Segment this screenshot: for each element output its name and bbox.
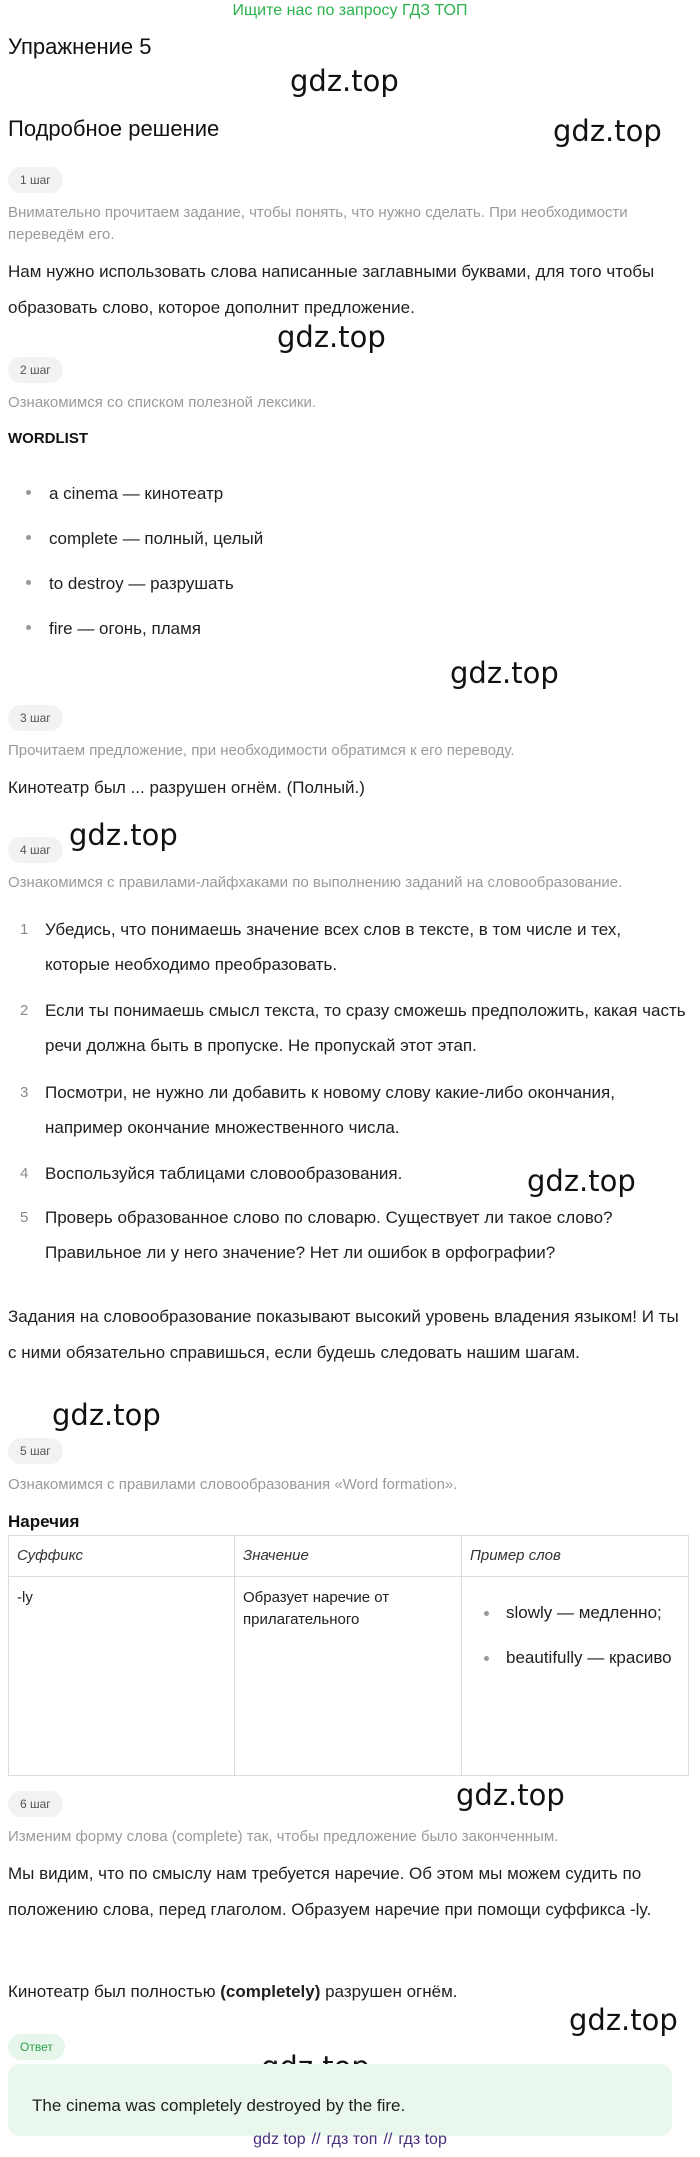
rule-text: Посмотри, не нужно ли добавить к новому слову какие-либо окончания, например окончание множественного числа. [45, 1083, 615, 1137]
solution-heading: Подробное решение [8, 116, 220, 141]
watermark: gdz.top [527, 1164, 636, 1198]
rule-number: 3 [20, 1084, 29, 1101]
answer-text: The cinema was completely destroyed by the fire. [32, 2096, 406, 2115]
watermark: gdz.top [52, 1398, 161, 1432]
table-header: Пример слов [462, 1536, 689, 1577]
step-3-hint: Прочитаем предложение, при необходимости обратимся к его переводу. [8, 742, 515, 759]
step-6-hint: Изменим форму слова (complete) так, чтобы предложение было законченным. [8, 1828, 559, 1845]
step-5-hint: Ознакомимся с правилами словообразования «Word formation». [8, 1476, 458, 1493]
wordlist-item-text: a cinema — кинотеатр [49, 484, 224, 503]
rule-number: 5 [20, 1209, 29, 1226]
rule-text: Если ты понимаешь смысл текста, то сразу сможешь предположить, какая часть речи должна быть в пропуске. Не пропускай этот этап. [45, 1001, 686, 1055]
bullet-icon [26, 625, 31, 630]
answer-box [8, 2064, 672, 2136]
wordlist-item [26, 617, 201, 641]
rule-text: Убедись, что понимаешь значение всех слов в тексте, в том числе и тех, которые необходимо преобразовать. [45, 920, 622, 974]
step-2-pill: 2 шаг [8, 357, 63, 383]
section-label-adverbs: Наречия [8, 1512, 80, 1531]
wordlist-item [26, 527, 263, 551]
table-row [9, 1577, 689, 1776]
watermark: gdz.top [277, 320, 386, 354]
wordlist-item-text: fire — огонь, пламя [49, 619, 201, 638]
result-text: Кинотеатр был полностью [8, 1982, 221, 2001]
rule-number: 4 [20, 1165, 29, 1182]
wordlist-item [26, 482, 223, 506]
bullet-icon [26, 580, 31, 585]
step-1-hint: Внимательно прочитаем задание, чтобы понять, что нужно сделать. При необходимости переведём его. [8, 204, 628, 243]
example-item [484, 1595, 680, 1631]
bullet-icon [26, 535, 31, 540]
table-header: Значение [235, 1536, 462, 1577]
table-header-row [9, 1536, 689, 1577]
step-1-pill: 1 шаг [8, 167, 63, 193]
step-4-hint: Ознакомимся с правилами-лайфхаками по выполнению заданий на словообразование. [8, 874, 623, 891]
step-6-text: Мы видим, что по смыслу нам требуется наречие. Об этом мы можем судить по положению слова, перед глаголом. Образуем наречие при помощи суффикса -ly. [8, 1864, 652, 1919]
examples-cell [462, 1577, 689, 1776]
wordlist-item-text: complete — полный, целый [49, 529, 264, 548]
footer-link-gdz-top[interactable]: gdz top [253, 2131, 306, 2148]
step-1-text: Нам нужно использовать слова написанные заглавными буквами, для того чтобы образовать слово, которое дополнит предложение. [8, 262, 655, 317]
example-text: beautifully — красиво [506, 1648, 672, 1667]
rule-item [20, 1075, 690, 1145]
rule-text: Проверь образованное слово по словарю. Существует ли такое слово? Правильное ли у него значение? Нет ли ошибок в орфографии? [45, 1208, 613, 1262]
rule-text: Воспользуйся таблицами словообразования. [45, 1164, 403, 1183]
step-6-pill: 6 шаг [8, 1791, 63, 1817]
watermark: gdz.top [450, 656, 559, 690]
rule-item [20, 993, 690, 1063]
footer-links [0, 2129, 700, 2151]
table-header: Суффикс [9, 1536, 235, 1577]
example-item [484, 1640, 680, 1676]
step-3-text: Кинотеатр был ... разрушен огнём. (Полный.) [8, 778, 365, 797]
step-2-hint: Ознакомимся со списком полезной лексики. [8, 394, 317, 411]
step-3-pill: 3 шаг [8, 705, 63, 731]
footer-separator: // [311, 2131, 321, 2148]
footer-link-gdz-top-ru[interactable]: гдз топ [326, 2131, 378, 2148]
rule-item [20, 912, 690, 982]
suffix-cell: -ly [9, 1577, 235, 1776]
meaning-cell: Образует наречие от прилагательного [235, 1577, 462, 1776]
bullet-icon [26, 490, 31, 495]
wordlist-item [26, 572, 234, 596]
bullet-icon [484, 1656, 489, 1661]
result-text: разрушен огнём. [320, 1982, 458, 2001]
step-5-pill: 5 шаг [8, 1438, 63, 1464]
search-banner: Ищите нас по запросу ГДЗ ТОП [232, 2, 468, 19]
footer-separator: // [383, 2131, 393, 2148]
answer-pill: Ответ [8, 2034, 65, 2060]
page-title: Упражнение 5 [8, 34, 152, 59]
step-4-pill: 4 шаг [8, 837, 63, 863]
footer-link-gdz-top-mixed[interactable]: гдз top [398, 2131, 447, 2148]
wordlist-title: WORDLIST [8, 430, 88, 447]
rule-number: 1 [20, 921, 29, 938]
watermark: gdz.top [553, 114, 662, 148]
wordlist-item-text: to destroy — разрушать [49, 574, 234, 593]
step-4-note: Задания на словообразование показывают высокий уровень владения языком! И ты с ними обязательно справишься, если будешь следовать нашим шагам. [8, 1307, 679, 1362]
bullet-icon [484, 1611, 489, 1616]
watermark: gdz.top [69, 818, 178, 852]
watermark: gdz.top [456, 1778, 565, 1812]
rule-number: 2 [20, 1002, 29, 1019]
watermark: gdz.top [569, 2003, 678, 2037]
rule-item [20, 1200, 690, 1270]
watermark: gdz.top [290, 64, 399, 98]
result-highlight: (completely) [220, 1982, 321, 2001]
example-text: slowly — медленно; [506, 1603, 662, 1622]
word-formation-table [8, 1535, 689, 1776]
